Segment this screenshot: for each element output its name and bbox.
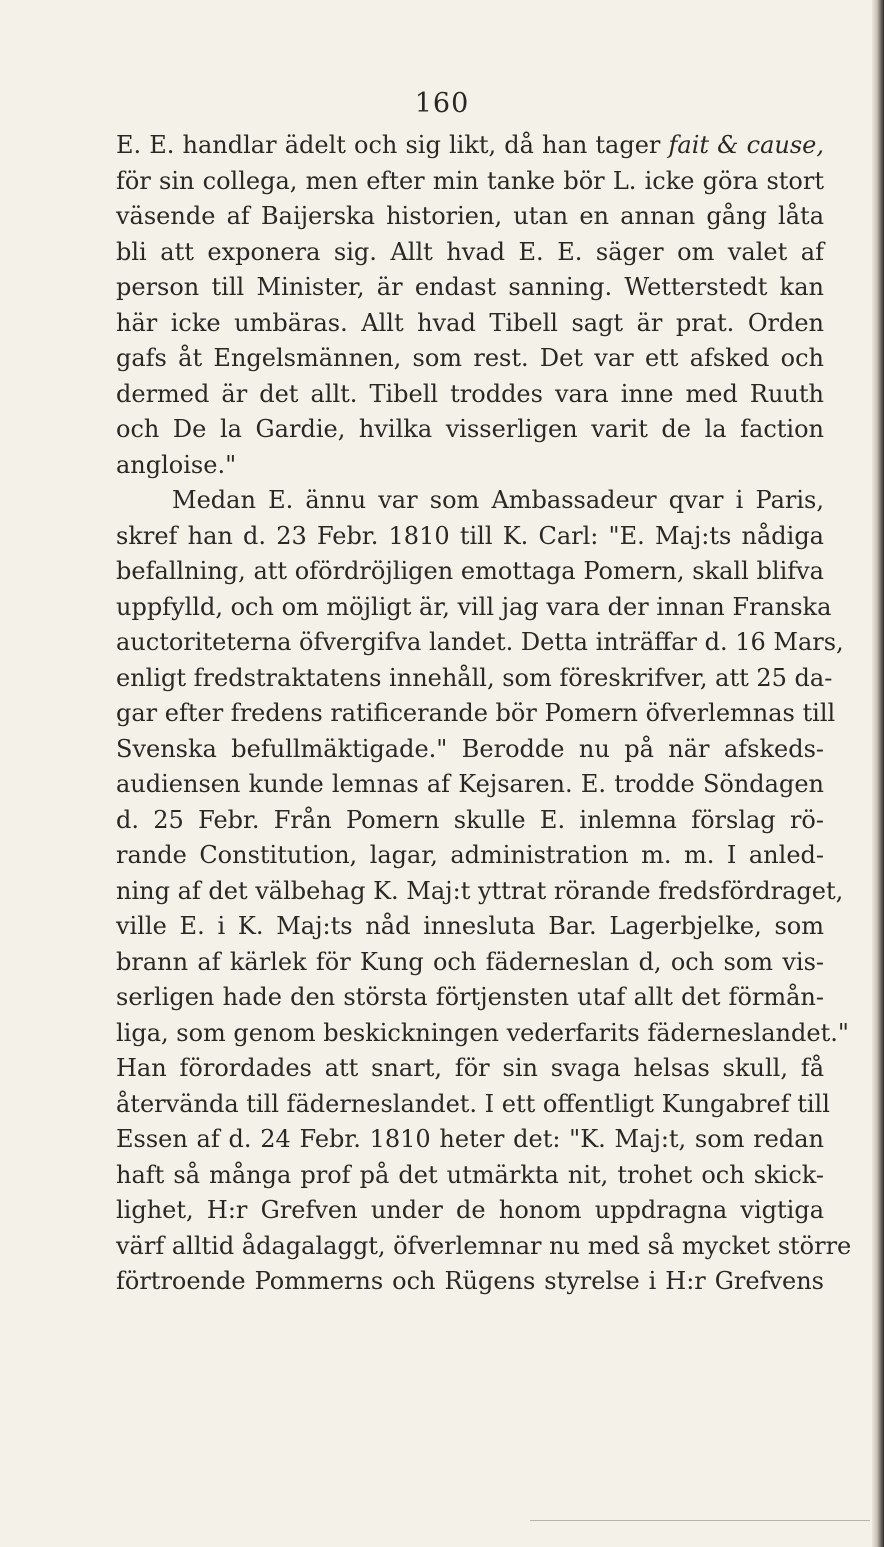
text-line: dermed är det allt. Tibell troddes vara inne med Ruuth [116,379,824,408]
text-line: d. 25 Febr. Från Pomern skulle E. inlemna förslag rö- [116,805,824,834]
text-line: bli att exponera sig. Allt hvad E. E. säger om valet af [116,237,824,266]
text-line: Svenska befullmäktigade." Berodde nu på när afskeds- [116,734,824,763]
text-line: haft så många prof på det utmärkta nit, trohet och skick- [116,1160,824,1189]
text-line: och De la Gardie, hvilka visserligen varit de la faction [116,415,824,443]
italic-phrase: fait & cause, [668,131,824,159]
text-line [116,128,824,164]
text-line: Han förordades att snart, för sin svaga helsas skull, få [116,1054,824,1082]
text-line: här icke umbäras. Allt hvad Tibell sagt är prat. Orden [116,308,824,337]
text-line: för sin collega, men efter min tanke bör L. icke göra stort [116,166,824,195]
text-line: rande Constitution, lagar, administration m. m. I anled- [116,841,824,869]
text-line: auctoriteterna öfvergifva landet. Detta inträffar d. 16 Mars, [116,628,844,656]
text-line: ville E. i K. Maj:ts nåd innesluta Bar. Lagerbjelke, som [116,912,824,940]
text-line: väsende af Baijerska historien, utan en annan gång låta [116,202,824,230]
text-line: skref han d. 23 Febr. 1810 till K. Carl: "E. Maj:ts nådiga [116,521,824,550]
text-line: person till Minister, är endast sanning. Wetterstedt kan [116,273,824,301]
text-line: serligen hade den största förtjensten utaf allt det förmån- [116,983,824,1011]
paragraph-end-line: angloise." [116,450,237,479]
text-line: ning af det välbehag K. Maj:t yttrat rörande fredsfördraget, [116,876,844,905]
text-line: värf alltid ådagalaggt, öfverlemnar nu med så mycket större [116,1231,852,1260]
text-line: audiensen kunde lemnas af Kejsaren. E. trodde Söndagen [116,770,824,798]
page-binding-edge [872,0,884,1547]
text-line: lighet, H:r Grefven under de honom uppdragna vigtiga [116,1196,824,1224]
text-line: enligt fredstraktatens innehåll, som föreskrifver, att 25 da- [116,663,833,692]
text-line: gar efter fredens ratificerande bör Pomern öfverlemnas till [116,699,836,727]
text-run: E. E. handlar ädelt och sig likt, då han tager [116,131,669,159]
scan-mark [530,1520,870,1521]
text-line: brann af kärlek för Kung och fäderneslan d, och som vis- [116,947,824,976]
text-line: återvända till fäderneslandet. I ett offentligt Kungabref till [116,1089,830,1118]
text-line: förtroende Pommerns och Rügens styrelse i H:r Grefvens [116,1267,824,1295]
text-line: liga, som genom beskickningen vederfarits fäderneslandet." [116,1018,849,1047]
paragraph-start-line: Medan E. ännu var som Ambassadeur qvar i Paris, [172,486,824,514]
body-text [116,128,852,1300]
text-line: Essen af d. 24 Febr. 1810 heter det: "K. Maj:t, som redan [116,1125,824,1153]
text-line: gafs åt Engelsmännen, som rest. Det var ett afsked och [116,344,824,372]
page-number: 160 [414,88,470,119]
text-line: uppfylld, och om möjligt är, vill jag vara der innan Franska [116,592,832,621]
text-line: befallning, att ofördröjligen emottaga Pomern, skall blifva [116,557,824,585]
